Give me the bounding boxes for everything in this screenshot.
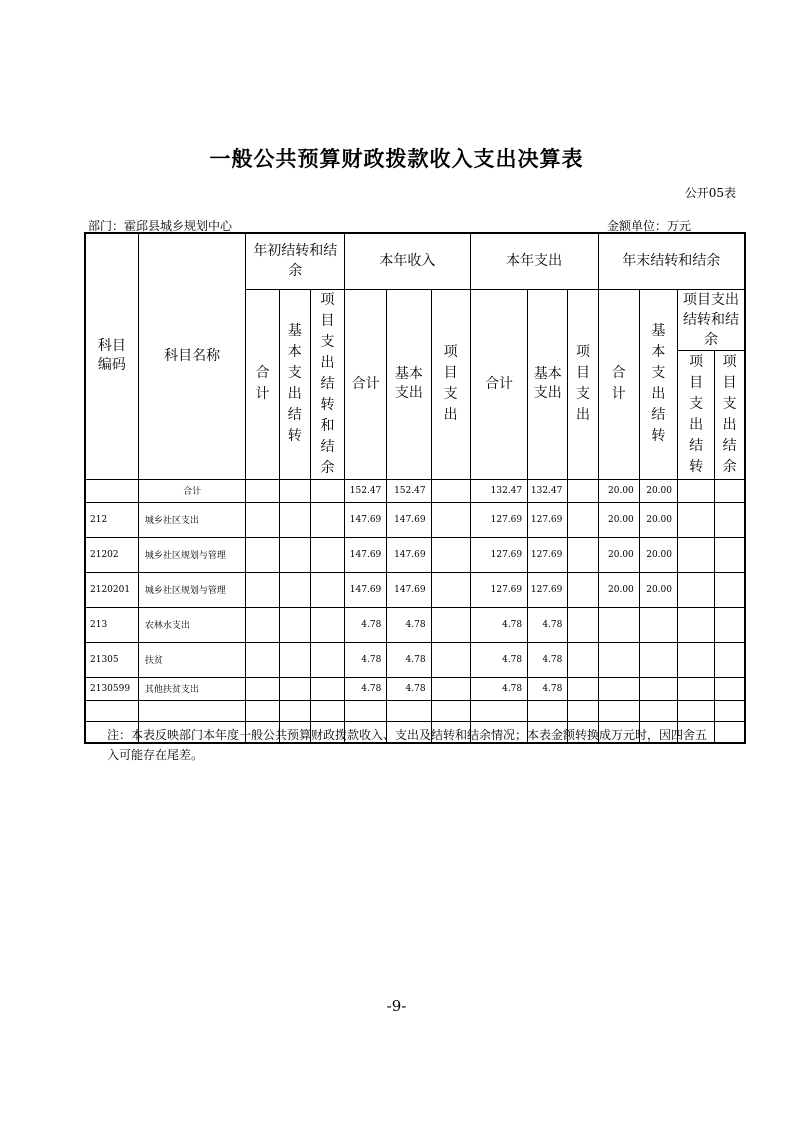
empty-cell — [470, 700, 527, 721]
cell-i-basic: 147.69 — [387, 502, 431, 537]
cell-b-basic — [279, 677, 310, 700]
cell-e-total: 127.69 — [470, 502, 527, 537]
cell-i-basic: 147.69 — [387, 537, 431, 572]
unit-label: 金额单位：万元 — [607, 219, 692, 233]
cell-e-proj — [568, 642, 598, 677]
header-end-total: 合计 — [598, 289, 639, 479]
cell-e-basic: 132.47 — [528, 479, 568, 502]
header-code: 科目编码 — [85, 233, 138, 479]
cell-n-total: 20.00 — [598, 502, 639, 537]
form-code: 公开05表 — [684, 186, 736, 200]
empty-cell — [310, 700, 344, 721]
cell-i-basic: 4.78 — [387, 642, 431, 677]
cell-b-proj — [310, 537, 344, 572]
cell-n-ps — [715, 607, 745, 642]
cell-e-proj — [568, 607, 598, 642]
header-begin-project: 项目支出结转和结余 — [310, 289, 344, 479]
cell-n-ps — [715, 677, 745, 700]
header-end-project-group: 项目支出结转和结余 — [678, 289, 746, 351]
budget-table — [84, 232, 746, 744]
cell-n-total — [598, 642, 639, 677]
cell-n-total: 20.00 — [598, 479, 639, 502]
cell-b-basic — [279, 572, 310, 607]
empty-cell — [528, 700, 568, 721]
table-row — [85, 502, 745, 537]
header-end-basic: 基本支出结转 — [639, 289, 677, 479]
cell-e-total: 4.78 — [470, 677, 527, 700]
empty-cell — [568, 700, 598, 721]
table-row — [85, 479, 745, 502]
cell-n-ps — [715, 479, 745, 502]
cell-b-total — [246, 572, 279, 607]
header-end-group: 年末结转和结余 — [598, 233, 745, 289]
cell-b-basic — [279, 502, 310, 537]
cell-n-ps — [715, 572, 745, 607]
cell-n-total: 20.00 — [598, 537, 639, 572]
cell-b-proj — [310, 607, 344, 642]
cell-code: 2130599 — [85, 677, 138, 700]
header-income-group: 本年收入 — [345, 233, 471, 289]
cell-b-total — [246, 607, 279, 642]
cell-e-proj — [568, 479, 598, 502]
empty-cell — [387, 700, 431, 721]
cell-e-basic: 127.69 — [528, 502, 568, 537]
cell-code — [85, 479, 138, 502]
cell-b-total — [246, 677, 279, 700]
cell-b-proj — [310, 479, 344, 502]
header-end-project-surplus: 项目支出结余 — [715, 351, 745, 479]
cell-code: 213 — [85, 607, 138, 642]
cell-i-total: 152.47 — [345, 479, 387, 502]
empty-cell — [431, 700, 470, 721]
table-row — [85, 642, 745, 677]
cell-code: 2120201 — [85, 572, 138, 607]
empty-cell — [279, 700, 310, 721]
cell-n-basic: 20.00 — [639, 502, 677, 537]
cell-n-pc — [678, 642, 715, 677]
table-row — [85, 677, 745, 700]
cell-n-basic — [639, 607, 677, 642]
empty-cell — [246, 700, 279, 721]
cell-i-total: 147.69 — [345, 502, 387, 537]
cell-name: 农林水支出 — [138, 607, 246, 642]
cell-e-proj — [568, 537, 598, 572]
header-expense-basic: 基本支出 — [528, 289, 568, 479]
cell-i-total: 4.78 — [345, 642, 387, 677]
cell-b-total — [246, 537, 279, 572]
empty-cell — [598, 700, 639, 721]
cell-n-basic — [639, 677, 677, 700]
table-header — [85, 233, 745, 479]
empty-cell — [85, 700, 138, 721]
cell-e-basic: 4.78 — [528, 642, 568, 677]
empty-cell — [345, 700, 387, 721]
cell-i-proj — [431, 607, 470, 642]
cell-e-basic: 4.78 — [528, 677, 568, 700]
empty-cell — [678, 700, 715, 721]
cell-i-proj — [431, 677, 470, 700]
cell-b-proj — [310, 642, 344, 677]
header-expense-group: 本年支出 — [470, 233, 598, 289]
footnote: 注：本表反映部门本年度一般公共预算财政拨款收入、支出及结转和结余情况；本表金额转换成万元时，因四舍五入可能存在尾差。 — [107, 728, 708, 762]
cell-name: 合计 — [138, 479, 246, 502]
header-begin-basic: 基本支出结转 — [279, 289, 310, 479]
table-row — [85, 607, 745, 642]
cell-b-proj — [310, 677, 344, 700]
cell-code: 21202 — [85, 537, 138, 572]
cell-i-proj — [431, 572, 470, 607]
cell-i-total: 147.69 — [345, 572, 387, 607]
cell-e-total: 132.47 — [470, 479, 527, 502]
cell-n-pc — [678, 537, 715, 572]
header-name: 科目名称 — [138, 233, 246, 479]
header-income-project: 项目支出 — [431, 289, 470, 479]
header-income-total: 合计 — [345, 289, 387, 479]
cell-e-total: 4.78 — [470, 642, 527, 677]
cell-i-total: 147.69 — [345, 537, 387, 572]
empty-cell — [715, 721, 745, 743]
cell-i-proj — [431, 479, 470, 502]
cell-i-basic: 4.78 — [387, 677, 431, 700]
table-row — [85, 537, 745, 572]
cell-name: 城乡社区规划与管理 — [138, 537, 246, 572]
header-expense-project: 项目支出 — [568, 289, 598, 479]
cell-b-basic — [279, 479, 310, 502]
cell-e-basic: 127.69 — [528, 572, 568, 607]
cell-i-total: 4.78 — [345, 677, 387, 700]
cell-b-basic — [279, 642, 310, 677]
cell-e-proj — [568, 677, 598, 700]
cell-b-proj — [310, 572, 344, 607]
cell-n-basic — [639, 642, 677, 677]
cell-b-basic — [279, 537, 310, 572]
cell-n-basic: 20.00 — [639, 479, 677, 502]
header-begin-group: 年初结转和结余 — [246, 233, 345, 289]
cell-b-total — [246, 479, 279, 502]
cell-n-ps — [715, 502, 745, 537]
department-label: 部门：霍邱县城乡规划中心 — [88, 219, 233, 233]
table-row — [85, 572, 745, 607]
header-begin-total: 合计 — [246, 289, 279, 479]
cell-name: 城乡社区支出 — [138, 502, 246, 537]
empty-cell — [715, 700, 745, 721]
cell-i-basic: 147.69 — [387, 572, 431, 607]
header-expense-total: 合计 — [470, 289, 527, 479]
cell-i-proj — [431, 642, 470, 677]
cell-e-total: 4.78 — [470, 607, 527, 642]
cell-n-total: 20.00 — [598, 572, 639, 607]
page-title: 一般公共预算财政拨款收入支出决算表 — [209, 147, 584, 171]
cell-n-pc — [678, 677, 715, 700]
cell-name: 扶贫 — [138, 642, 246, 677]
cell-e-basic: 127.69 — [528, 537, 568, 572]
cell-n-total — [598, 677, 639, 700]
cell-i-total: 4.78 — [345, 607, 387, 642]
cell-e-basic: 4.78 — [528, 607, 568, 642]
cell-n-pc — [678, 479, 715, 502]
header-end-project-carry: 项目支出结转 — [678, 351, 715, 479]
cell-n-pc — [678, 502, 715, 537]
cell-code: 21305 — [85, 642, 138, 677]
cell-n-basic: 20.00 — [639, 537, 677, 572]
cell-n-total — [598, 607, 639, 642]
cell-n-basic: 20.00 — [639, 572, 677, 607]
cell-e-proj — [568, 502, 598, 537]
cell-b-proj — [310, 502, 344, 537]
cell-i-proj — [431, 502, 470, 537]
page-number: -9- — [386, 997, 407, 1015]
cell-e-proj — [568, 572, 598, 607]
cell-b-basic — [279, 607, 310, 642]
cell-i-basic: 152.47 — [387, 479, 431, 502]
cell-n-pc — [678, 607, 715, 642]
cell-name: 其他扶贫支出 — [138, 677, 246, 700]
cell-code: 212 — [85, 502, 138, 537]
table-body — [85, 479, 745, 743]
cell-name: 城乡社区规划与管理 — [138, 572, 246, 607]
cell-b-total — [246, 502, 279, 537]
cell-n-ps — [715, 642, 745, 677]
cell-n-pc — [678, 572, 715, 607]
cell-i-basic: 4.78 — [387, 607, 431, 642]
empty-row — [85, 700, 745, 721]
cell-n-ps — [715, 537, 745, 572]
empty-cell — [138, 700, 246, 721]
header-income-basic: 基本支出 — [387, 289, 431, 479]
cell-b-total — [246, 642, 279, 677]
cell-e-total: 127.69 — [470, 537, 527, 572]
cell-e-total: 127.69 — [470, 572, 527, 607]
empty-cell — [639, 700, 677, 721]
cell-i-proj — [431, 537, 470, 572]
